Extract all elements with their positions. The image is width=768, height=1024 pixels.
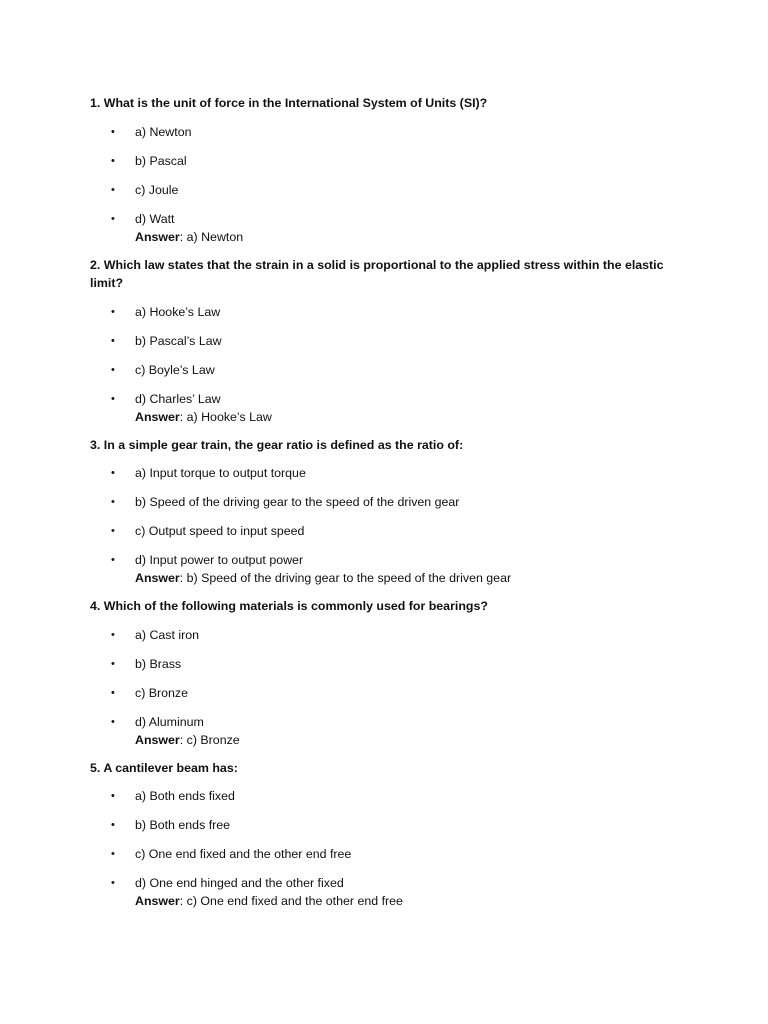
answer-line [90,228,668,246]
question-1 [90,94,668,246]
option-text: a) Hooke’s Law [135,304,221,319]
option-item [90,390,668,408]
bullet-icon: • [111,496,115,508]
answer-text: : c) One end fixed and the other end free [179,894,403,908]
answer-text: : a) Hooke’s Law [179,409,272,424]
option-list [90,464,668,569]
answer-text: : b) Speed of the driving gear to the speed of the driven gear [179,571,512,585]
option-item [90,123,668,141]
answer-label: Answer [135,409,180,424]
option-text: d) Charles’ Law [135,391,221,406]
option-text: c) Joule [135,182,179,197]
option-item [90,713,668,731]
option-item [90,522,668,540]
bullet-icon: • [111,212,115,225]
option-item [90,361,668,379]
bullet-icon: • [111,467,115,479]
option-text: d) One end hinged and the other fixed [135,876,344,890]
option-text: a) Newton [135,124,192,139]
option-text: b) Speed of the driving gear to the speed of the driven gear [135,495,460,509]
question-5 [90,759,668,911]
option-list [90,303,668,408]
bullet-icon: • [111,334,115,347]
option-text: c) Boyle’s Law [135,362,215,377]
option-item [90,845,668,863]
option-text: d) Aluminum [135,714,204,729]
answer-line [90,408,668,426]
option-text: c) Bronze [135,685,189,700]
bullet-icon: • [111,125,115,138]
option-item [90,816,668,834]
question-2 [90,256,668,426]
answer-text: : a) Newton [179,229,244,244]
answer-label: Answer [135,571,180,585]
option-item [90,787,668,805]
question-title: 2. Which law states that the strain in a solid is proportional to the applied stress within the elastic limit? [90,257,664,290]
option-item [90,626,668,644]
answer-label: Answer [135,732,180,747]
option-item [90,874,668,892]
bullet-icon: • [111,183,115,196]
bullet-icon: • [111,363,115,376]
bullet-icon: • [111,305,115,318]
bullet-icon: • [111,686,115,699]
option-text: b) Brass [135,656,182,671]
option-list [90,626,668,731]
option-item [90,210,668,228]
option-text: c) One end fixed and the other end free [135,847,352,861]
answer-label: Answer [135,229,180,244]
question-title: 5. A cantilever beam has: [90,760,238,775]
option-item [90,684,668,702]
option-item [90,303,668,321]
option-list [90,123,668,228]
option-item [90,493,668,511]
bullet-icon: • [111,790,115,802]
bullet-icon: • [111,877,115,889]
option-text: b) Pascal’s Law [135,333,222,348]
bullet-icon: • [111,715,115,728]
answer-label: Answer [135,894,180,908]
answer-line [90,569,668,587]
bullet-icon: • [111,392,115,405]
option-text: b) Pascal [135,153,187,168]
option-text: b) Both ends free [135,818,231,832]
option-item [90,181,668,199]
answer-text: : c) Bronze [179,732,240,747]
option-text: d) Watt [135,211,175,226]
question-title: 3. In a simple gear train, the gear ratio is defined as the ratio of: [90,437,464,452]
bullet-icon: • [111,154,115,167]
option-item [90,551,668,569]
option-list [90,787,668,892]
bullet-icon: • [111,848,115,860]
question-title: 1. What is the unit of force in the International System of Units (SI)? [90,96,488,110]
option-text: a) Cast iron [135,627,200,642]
option-item [90,152,668,170]
option-item [90,332,668,350]
option-text: c) Output speed to input speed [135,524,305,538]
answer-line [90,731,668,749]
bullet-icon: • [111,657,115,670]
option-text: a) Both ends fixed [135,789,235,803]
option-item [90,655,668,673]
option-item [90,464,668,482]
question-3 [90,436,668,588]
bullet-icon: • [111,525,115,537]
bullet-icon: • [111,554,115,566]
bullet-icon: • [111,628,115,641]
option-text: a) Input torque to output torque [135,466,306,480]
option-text: d) Input power to output power [135,553,304,567]
question-title: 4. Which of the following materials is commonly used for bearings? [90,599,488,613]
question-4 [90,597,668,749]
bullet-icon: • [111,819,115,831]
answer-line [90,892,668,910]
